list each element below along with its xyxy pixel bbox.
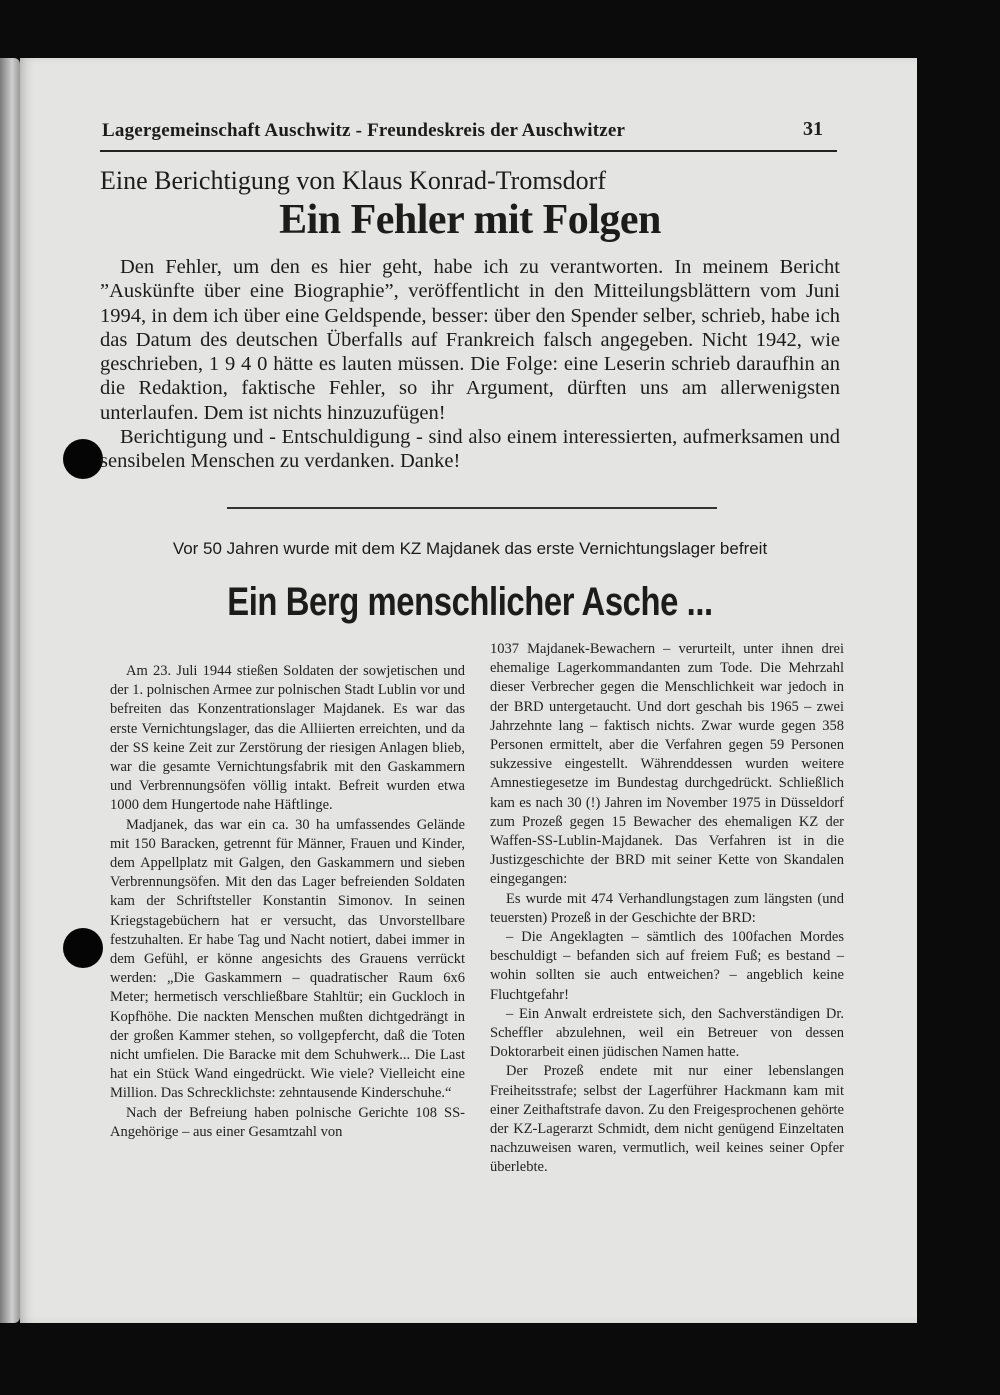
article1-title: Ein Fehler mit Folgen bbox=[279, 197, 661, 243]
left-paragraph-3: Nach der Befreiung haben polnische Gerichte 108 SS-Angehörige – aus einer Gesamtzahl von bbox=[110, 1104, 465, 1140]
adjacent-page-edge bbox=[0, 58, 20, 1323]
page-number: 31 bbox=[803, 118, 823, 140]
article2-kicker: Vor 50 Jahren wurde mit dem KZ Majdanek das erste Vernichtungslager befreit bbox=[172, 539, 768, 558]
punch-hole-top bbox=[63, 439, 103, 479]
header-title: Lagergemeinschaft Auschwitz - Freundeskreis der Auschwitzer bbox=[102, 120, 626, 141]
right-paragraph-5: Der Prozeß endete mit nur einer lebenslangen Freiheitsstrafe; selbst der Lagerführer Hackmann kam mit einer Zeithaftstrafe davon. Zu den Freigesprochenen gehörte der KZ-Lagerarzt Schmidt, dem nicht genügend Einzeltaten nachzuweisen waren, vermutlich, weil keines seiner Opfer überlebte. bbox=[490, 1063, 844, 1176]
article2-right-column bbox=[490, 640, 844, 1178]
right-paragraph-4: – Ein Anwalt erdreistete sich, den Sachverständigen Dr. Scheffler abzulehnen, weil ein Betreuer von dessen Doktorarbeit einen jüdischen Namen hatte. bbox=[490, 1005, 844, 1061]
right-paragraph-3: – Die Angeklagten – sämtlich des 100fachen Mordes beschuldigt – befanden sich auf freiem Fuß; es bestand – wohin sollten sie auch entweichen? – angeblich keine Fluchtgefahr! bbox=[490, 929, 844, 1003]
article2-title: Ein Berg menschlicher Asche ... bbox=[227, 580, 713, 624]
punch-hole-bottom bbox=[63, 928, 103, 968]
article2-left-column bbox=[110, 662, 465, 1142]
article1-body bbox=[100, 255, 840, 474]
page-header bbox=[100, 116, 837, 152]
document-page bbox=[20, 58, 917, 1323]
article1-paragraph-1: Den Fehler, um den es hier geht, habe ich zu verantworten. In meinem Bericht ”Auskünfte über eine Biographie”, veröffentlicht in den Mitteilungsblättern vom Juni 1994, in dem ich über eine Geldspende, besser: über den Spender selber, schrieb, habe ich das Datum des deutschen Überfalls auf Frankreich falsch angegeben. Nicht 1942, wie geschrieben, 1 9 4 0 hätte es lauten müssen. Die Folge: eine Leserin schrieb daraufhin an die Redaktion, faktische Fehler, so ihr Argument, dürften uns am allerwenigsten unterlaufen. Dem ist nichts hinzuzufügen! bbox=[100, 256, 840, 424]
article1-kicker: Eine Berichtigung von Klaus Konrad-Tromsdorf bbox=[100, 166, 606, 195]
right-paragraph-1: 1037 Majdanek-Bewachern – verurteilt, unter ihnen drei ehemalige Lagerkommandanten zum Tode. Die Mehrzahl dieser Verbrecher gegen die Menschlichkeit war jedoch in der BRD untergetaucht. Und dort geschah bis 1965 – zwei Jahrzehnte lang – faktisch nichts. Zwar wurde gegen 358 Personen ermittelt, aber die Verfahren gegen 59 Personen sukzessive eingestellt. Währenddessen wurden weitere Amnestiegesetze im Bundestag durchgedrückt. Schließlich kam es nach 30 (!) Jahren im November 1975 in Düsseldorf zum Prozeß gegen 15 Bewacher des ehemaligen KZ der Waffen-SS-Lublin-Majdanek. Das Verfahren ist in die Justizgeschichte der BRD mit seiner Kette von Skandalen eingegangen: bbox=[490, 641, 844, 888]
section-divider bbox=[227, 507, 717, 509]
right-paragraph-2: Es wurde mit 474 Verhandlungstagen zum längsten (und teuersten) Prozeß in der Geschichte der BRD: bbox=[490, 890, 844, 926]
left-paragraph-2: Madjanek, das war ein ca. 30 ha umfassendes Gelände mit 150 Baracken, getrennt für Männer, Frauen und Kinder, dem Appellplatz mit Galgen, den Gaskammern und sieben Verbrennungsöfen. Mit den das Lager befreienden Soldaten kam der Schriftsteller Konstantin Simonov. In seinen Kriegstagebüchern hat er versucht, das Unvorstellbare festzuhalten. Er habe Tag und Nacht notiert, dabei immer in dem Gefühl, er könne angesichts des Grauens verrückt werden: „Die Gaskammern – quadratischer Raum 6x6 Meter; hermetisch verschließbare Stahltür; ein Guckloch in Kopfhöhe. Die nackten Menschen mußten dichtgedrängt in der großen Kammer stehen, so vollgepfercht, daß die Toten nicht umfielen. Die Baracke mit dem Schuhwerk... Die Last hat ein Stück Wand eingedrückt. Wie viele? Vielleicht eine Million. Das Schrecklichste: zehntausende Kinderschuhe.“ bbox=[110, 816, 465, 1102]
left-paragraph-1: Am 23. Juli 1944 stießen Soldaten der sowjetischen und der 1. polnischen Armee zur polnischen Stadt Lublin vor und befreiten das Konzentrationslager Majdanek. Es war das erste Vernichtungslager, das die Alliierten erreichten, und da der SS keine Zeit zur Zerstörung der riesigen Anlagen blieb, war die gesamte Vernichtungsfabrik mit den Gaskammern und Verbrennungsöfen völlig intakt. Befreit wurden etwa 1000 dem Hungertode nahe Häftlinge. bbox=[110, 663, 465, 814]
article1-paragraph-2: Berichtigung und - Entschuldigung - sind also einem interessierten, aufmerksamen und sensibelen Menschen zu verdanken. Danke! bbox=[100, 426, 840, 473]
